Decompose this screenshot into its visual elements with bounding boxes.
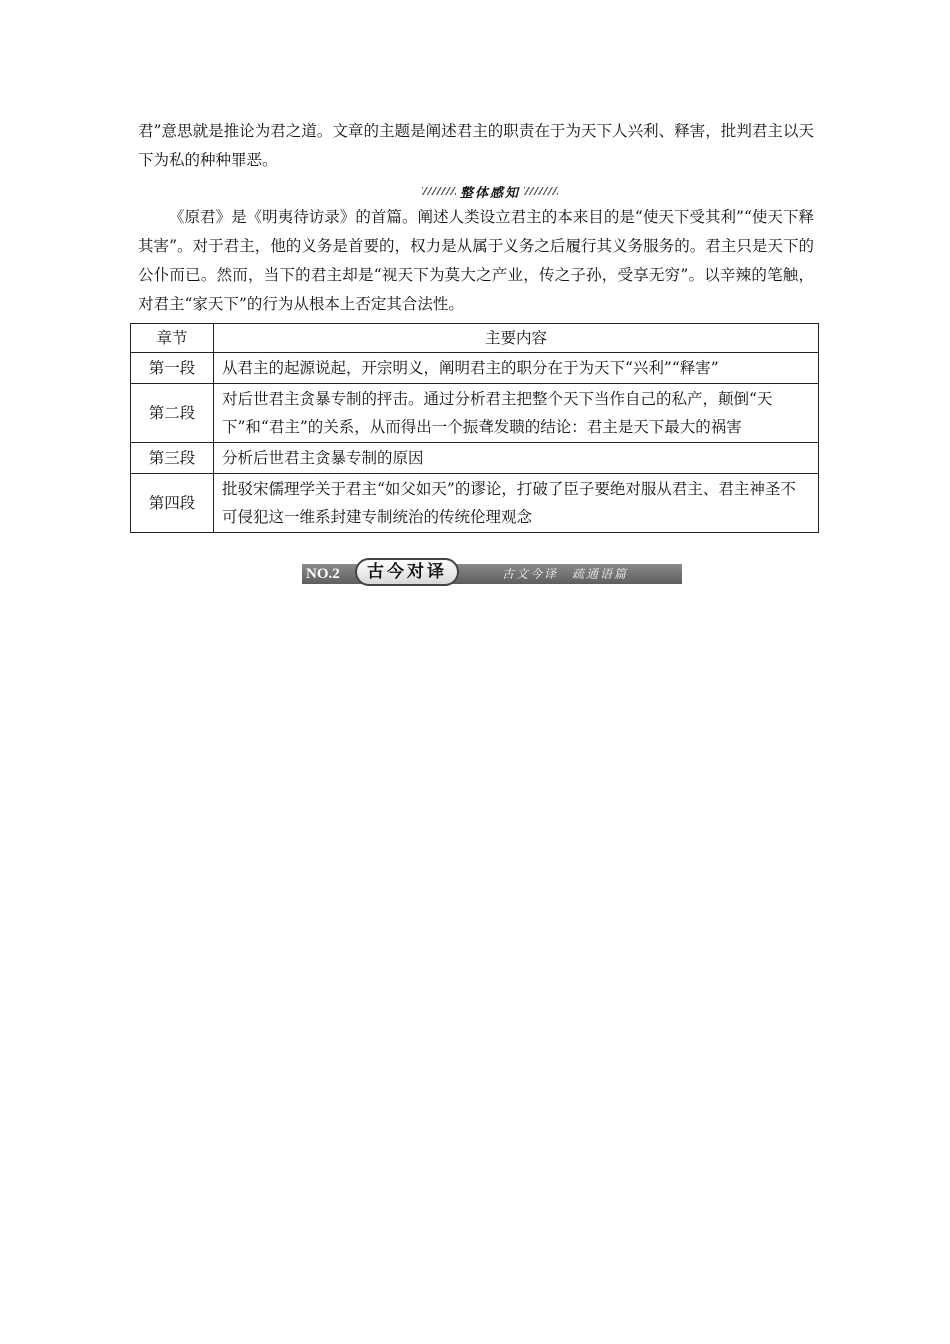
row-section: 第二段 <box>131 384 214 443</box>
banner-title: 古今对译 <box>355 558 459 586</box>
row-content: 批驳宋儒理学关于君主“如父如天”的谬论，打破了臣子要绝对服从君主、君主神圣不可侵犯这一维系封建专制统治的传统伦理观念 <box>214 474 819 533</box>
section-heading-title: 整体感知 <box>459 185 520 201</box>
row-section: 第四段 <box>131 474 214 533</box>
row-content: 对后世君主贪暴专制的抨击。通过分析君主把整个天下当作自己的私产，颠倒“天下”和“君主”的关系，从而得出一个振聋发聩的结论：君主是天下最大的祸害 <box>214 384 819 443</box>
row-content: 分析后世君主贪暴专制的原因 <box>214 443 819 474</box>
row-section: 第一段 <box>131 353 214 384</box>
table-row <box>131 443 819 474</box>
section-banner <box>302 558 682 586</box>
banner-number: NO.2 <box>306 566 340 582</box>
table-row <box>131 474 819 533</box>
row-content: 从君主的起源说起，开宗明义，阐明君主的职分在于为天下“兴利”“释害” <box>214 353 819 384</box>
section-heading <box>420 180 560 202</box>
row-section: 第三段 <box>131 443 214 474</box>
header-content: 主要内容 <box>214 324 819 353</box>
header-section: 章节 <box>131 324 214 353</box>
table-row <box>131 384 819 443</box>
intro-paragraph: 君”意思就是推论为君之道。文章的主题是阐述君主的职责在于为天下人兴利、释害，批判君主以天下为私的种种罪恶。 <box>138 122 814 169</box>
banner-subtitle: 古文今译 疏通语篇 <box>502 567 629 581</box>
overview-paragraph: 《原君》是《明夷待访录》的首篇。阐述人类设立君主的本来目的是“使天下受其利”“使天下释其害”。对于君主，他的义务是首要的，权力是从属于义务之后履行其义务服务的。君主只是天下的公仆而已。然而，当下的君主却是“视天下为莫大之产业，传之子孙，受享无穷”。以辛辣的笔触，对君主“家天下”的行为从根本上否定其合法性。 <box>138 208 814 313</box>
content-table <box>130 323 819 533</box>
hatch-decoration-left <box>422 187 456 195</box>
table-header-row <box>131 324 819 353</box>
table-row <box>131 353 819 384</box>
hatch-decoration-right <box>524 187 558 195</box>
